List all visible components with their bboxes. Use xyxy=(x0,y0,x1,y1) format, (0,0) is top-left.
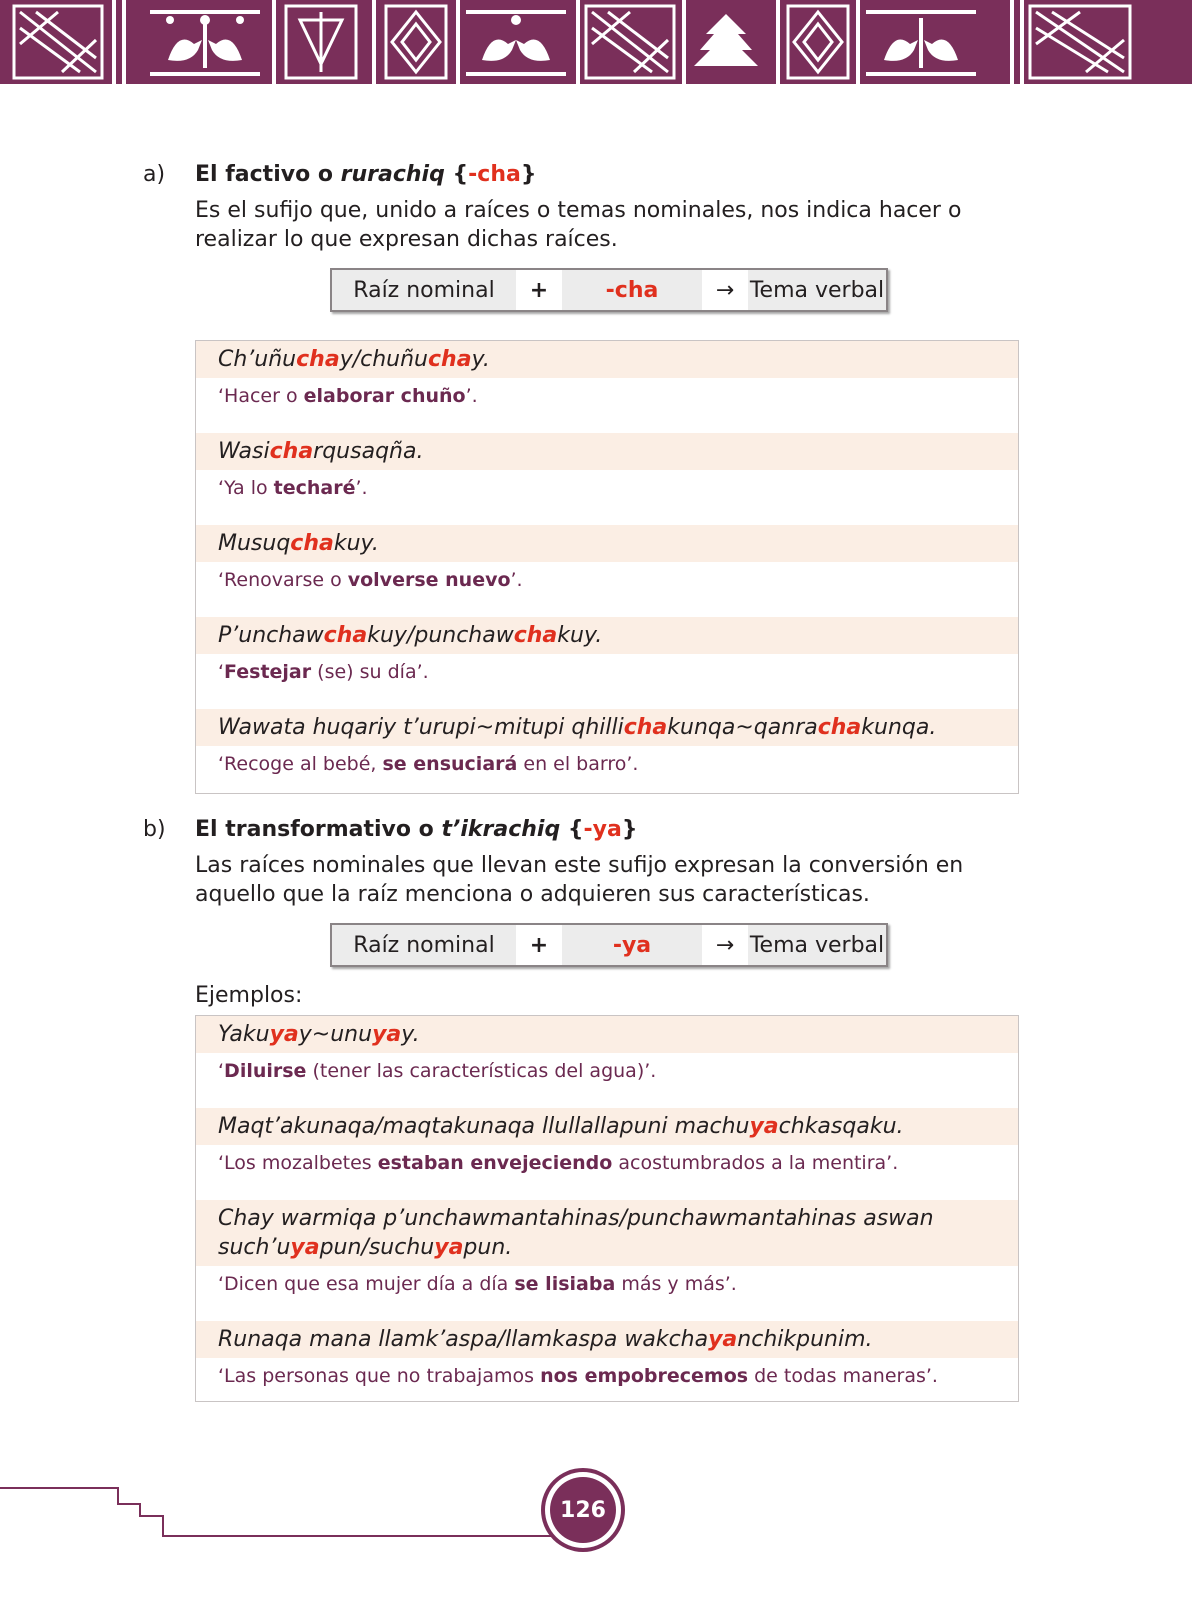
translation-text: de todas maneras’. xyxy=(748,1365,938,1387)
title-term: t’ikrachiq xyxy=(441,817,561,842)
arrow-right-icon: → xyxy=(702,925,748,965)
suffix-highlight: ya xyxy=(749,1114,779,1139)
translation-text: ‘ xyxy=(218,661,225,683)
example-quechua xyxy=(196,525,1018,562)
formula-suffix: -ya xyxy=(562,925,702,965)
suffix-highlight: cha xyxy=(513,623,558,648)
example-translation xyxy=(196,562,1018,617)
translation-text: ‘Los mozalbetes xyxy=(218,1152,378,1174)
section-b-title xyxy=(195,817,638,842)
quechua-text: kuy. xyxy=(557,623,603,648)
section-a-description: Es el sufijo que, unido a raíces o temas nominales, nos indica hacer o realizar lo que expresan dichas raíces. xyxy=(195,198,962,252)
quechua-text: kunqa. xyxy=(861,715,937,740)
translation-text: ‘Hacer o xyxy=(218,385,304,407)
quechua-text: Maqt’akunaqa/maqtakunaqa llullallapuni machu xyxy=(218,1114,750,1139)
example-quechua xyxy=(196,433,1018,470)
translation-emphasis: nos empobrecemos xyxy=(540,1365,749,1387)
quechua-text: y~unu xyxy=(298,1022,373,1047)
example-quechua xyxy=(196,617,1018,654)
example-translation xyxy=(196,1145,1018,1200)
translation-text: en el barro’. xyxy=(517,753,639,775)
suffix-highlight: ya xyxy=(372,1022,402,1047)
formula-suffix: -cha xyxy=(562,270,702,310)
quechua-text: Wasi xyxy=(218,439,270,464)
quechua-text: Wawata huqariy t’urupi~mitupi qhilli xyxy=(218,715,624,740)
translation-text: acostumbrados a la mentira’. xyxy=(612,1152,899,1174)
suffix-highlight: cha xyxy=(323,623,368,648)
translation-emphasis: estaban envejeciendo xyxy=(377,1152,613,1174)
example-translation xyxy=(196,1266,1018,1321)
translation-emphasis: techaré xyxy=(273,477,356,499)
translation-text: (se) su día’. xyxy=(311,661,429,683)
quechua-text: P’unchaw xyxy=(218,623,324,648)
example-quechua xyxy=(196,1200,1018,1266)
suffix-highlight: cha xyxy=(623,715,668,740)
translation-text: ‘Dicen que esa mujer día a día xyxy=(218,1273,515,1295)
formula-root: Raíz nominal xyxy=(332,270,516,310)
quechua-text: Ch’uñu xyxy=(218,347,297,372)
quechua-text: Musuq xyxy=(218,531,291,556)
quechua-text: pun. xyxy=(463,1235,513,1260)
example-translation xyxy=(196,1358,1018,1394)
page-number: 126 xyxy=(550,1477,616,1543)
title-text: El transformativo o xyxy=(195,817,442,842)
translation-emphasis: Festejar xyxy=(224,661,312,683)
translation-text: ‘ xyxy=(218,1060,225,1082)
example-translation xyxy=(196,654,1018,709)
example-quechua xyxy=(196,1321,1018,1358)
formula-plus: + xyxy=(516,925,562,965)
translation-text: ’. xyxy=(510,569,523,591)
section-a-letter: a) xyxy=(143,162,166,187)
suffix-highlight: ya xyxy=(708,1327,738,1352)
example-quechua xyxy=(196,1108,1018,1145)
translation-text: ’. xyxy=(465,385,478,407)
suffix-highlight: ya xyxy=(434,1235,464,1260)
translation-emphasis: se lisiaba xyxy=(514,1273,616,1295)
suffix-highlight: cha xyxy=(428,347,472,372)
quechua-text: Chay warmiqa p’unchawmantahinas/punchawmantahinas aswan such’u xyxy=(218,1206,934,1260)
suffix-highlight: ya xyxy=(290,1235,320,1260)
translation-emphasis: se ensuciará xyxy=(382,753,518,775)
example-quechua xyxy=(196,341,1018,378)
title-suffix: -cha xyxy=(468,162,521,187)
quechua-text: Yaku xyxy=(218,1022,270,1047)
formula-root: Raíz nominal xyxy=(332,925,516,965)
section-a-title xyxy=(195,162,537,187)
quechua-text: kunqa~qanra xyxy=(667,715,818,740)
example-translation xyxy=(196,470,1018,525)
example-translation xyxy=(196,1053,1018,1108)
formula-box xyxy=(330,268,888,312)
translation-text: ‘Ya lo xyxy=(218,477,274,499)
quechua-text: kuy/punchaw xyxy=(367,623,514,648)
suffix-highlight: cha xyxy=(296,347,340,372)
translation-text: ‘Renovarse o xyxy=(218,569,348,591)
translation-text: ‘Recoge al bebé, xyxy=(218,753,383,775)
quechua-text: kuy. xyxy=(333,531,379,556)
translation-text: (tener las características del agua)’. xyxy=(306,1060,657,1082)
example-quechua xyxy=(196,709,1018,746)
title-brace: { xyxy=(444,162,469,187)
formula-result: Tema verbal xyxy=(748,270,886,310)
translation-text: ‘Las personas que no trabajamos xyxy=(218,1365,541,1387)
title-brace: } xyxy=(520,162,537,187)
arrow-right-icon: → xyxy=(702,270,748,310)
formula-result: Tema verbal xyxy=(748,925,886,965)
section-b-description: Las raíces nominales que llevan este sufijo expresan la conversión en aquello que la raíz menciona o adquieren sus características. xyxy=(195,853,964,907)
textile-pattern-icon xyxy=(0,0,1192,84)
title-text: El factivo o xyxy=(195,162,341,187)
suffix-highlight: ya xyxy=(269,1022,299,1047)
examples-table xyxy=(195,340,1019,794)
translation-emphasis: volverse nuevo xyxy=(347,569,511,591)
quechua-text: y. xyxy=(401,1022,420,1047)
title-term: rurachiq xyxy=(340,162,445,187)
formula-box xyxy=(330,923,888,967)
title-brace: } xyxy=(621,817,638,842)
suffix-highlight: cha xyxy=(817,715,862,740)
translation-emphasis: Diluirse xyxy=(224,1060,307,1082)
title-brace: { xyxy=(560,817,584,842)
quechua-text: y. xyxy=(471,347,490,372)
title-suffix: -ya xyxy=(583,817,622,842)
decorative-banner xyxy=(0,0,1192,84)
example-quechua xyxy=(196,1016,1018,1053)
examples-table xyxy=(195,1015,1019,1402)
quechua-text: rqusaqña. xyxy=(313,439,424,464)
translation-text: ’. xyxy=(355,477,368,499)
quechua-text: pun/suchu xyxy=(319,1235,435,1260)
section-b-letter: b) xyxy=(143,817,166,842)
suffix-highlight: cha xyxy=(269,439,314,464)
translation-emphasis: elaborar chuño xyxy=(303,385,466,407)
formula-plus: + xyxy=(516,270,562,310)
suffix-highlight: cha xyxy=(290,531,334,556)
example-translation xyxy=(196,378,1018,433)
quechua-text: Runaqa mana llamk’aspa/llamkaspa wakcha xyxy=(218,1327,709,1352)
quechua-text: nchikpunim. xyxy=(737,1327,873,1352)
example-translation xyxy=(196,746,1018,782)
quechua-text: chkasqaku. xyxy=(778,1114,904,1139)
translation-text: más y más’. xyxy=(615,1273,737,1295)
quechua-text: y/chuñu xyxy=(339,347,429,372)
examples-label: Ejemplos: xyxy=(195,983,303,1008)
